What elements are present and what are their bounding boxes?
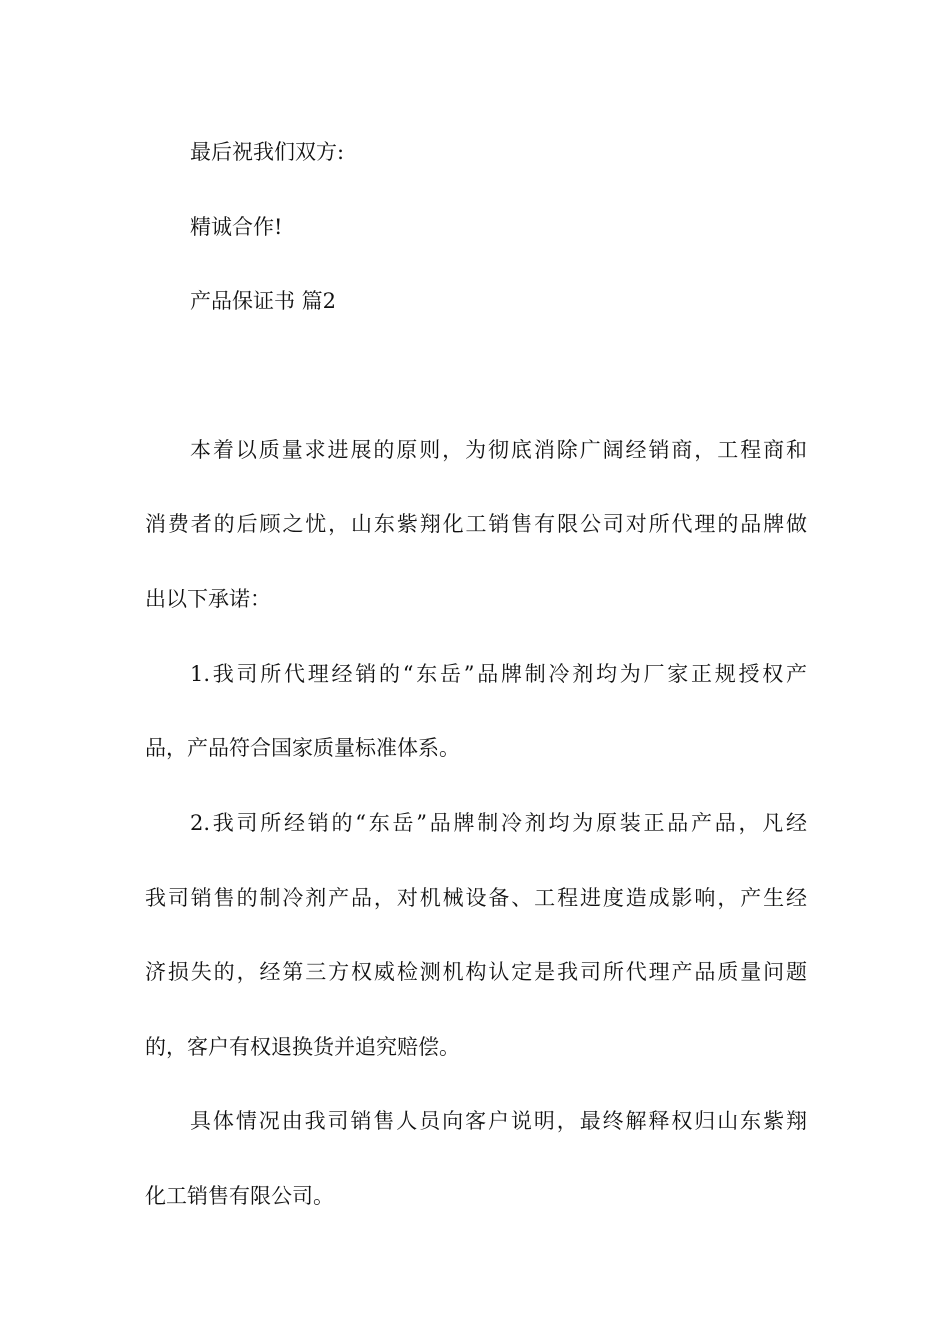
item2-line-4: 的，客户有权退换货并追究赔偿。 — [145, 1035, 460, 1059]
closing-line: 最后祝我们双方: — [190, 140, 345, 164]
item2-line-3: 济损失的，经第三方权威检测机构认定是我司所代理产品质量问题 — [145, 960, 807, 984]
intro-line-1: 本着以质量求进展的原则，为彻底消除广阔经销商，工程商和 — [190, 438, 807, 462]
final-note-line-1: 具体情况由我司销售人员向客户说明，最终解释权归山东紫翔 — [190, 1109, 807, 1133]
intro-line-2: 消费者的后顾之忧，山东紫翔化工销售有限公司对所代理的品牌做 — [145, 512, 807, 536]
intro-line-3: 出以下承诺： — [145, 587, 271, 611]
item2-line-1: 2.我司所经销的“东岳”品牌制冷剂均为原装正品产品，凡经 — [190, 811, 807, 835]
closing-wish: 精诚合作! — [190, 215, 283, 239]
section-heading: 产品保证书 篇2 — [190, 289, 337, 313]
final-note-line-2: 化工销售有限公司。 — [145, 1184, 334, 1208]
item1-line-2: 品，产品符合国家质量标准体系。 — [145, 736, 460, 760]
item2-line-2: 我司销售的制冷剂产品，对机械设备、工程进度造成影响，产生经 — [145, 886, 807, 910]
item1-line-1: 1.我司所代理经销的“东岳”品牌制冷剂均为厂家正规授权产 — [190, 662, 807, 686]
